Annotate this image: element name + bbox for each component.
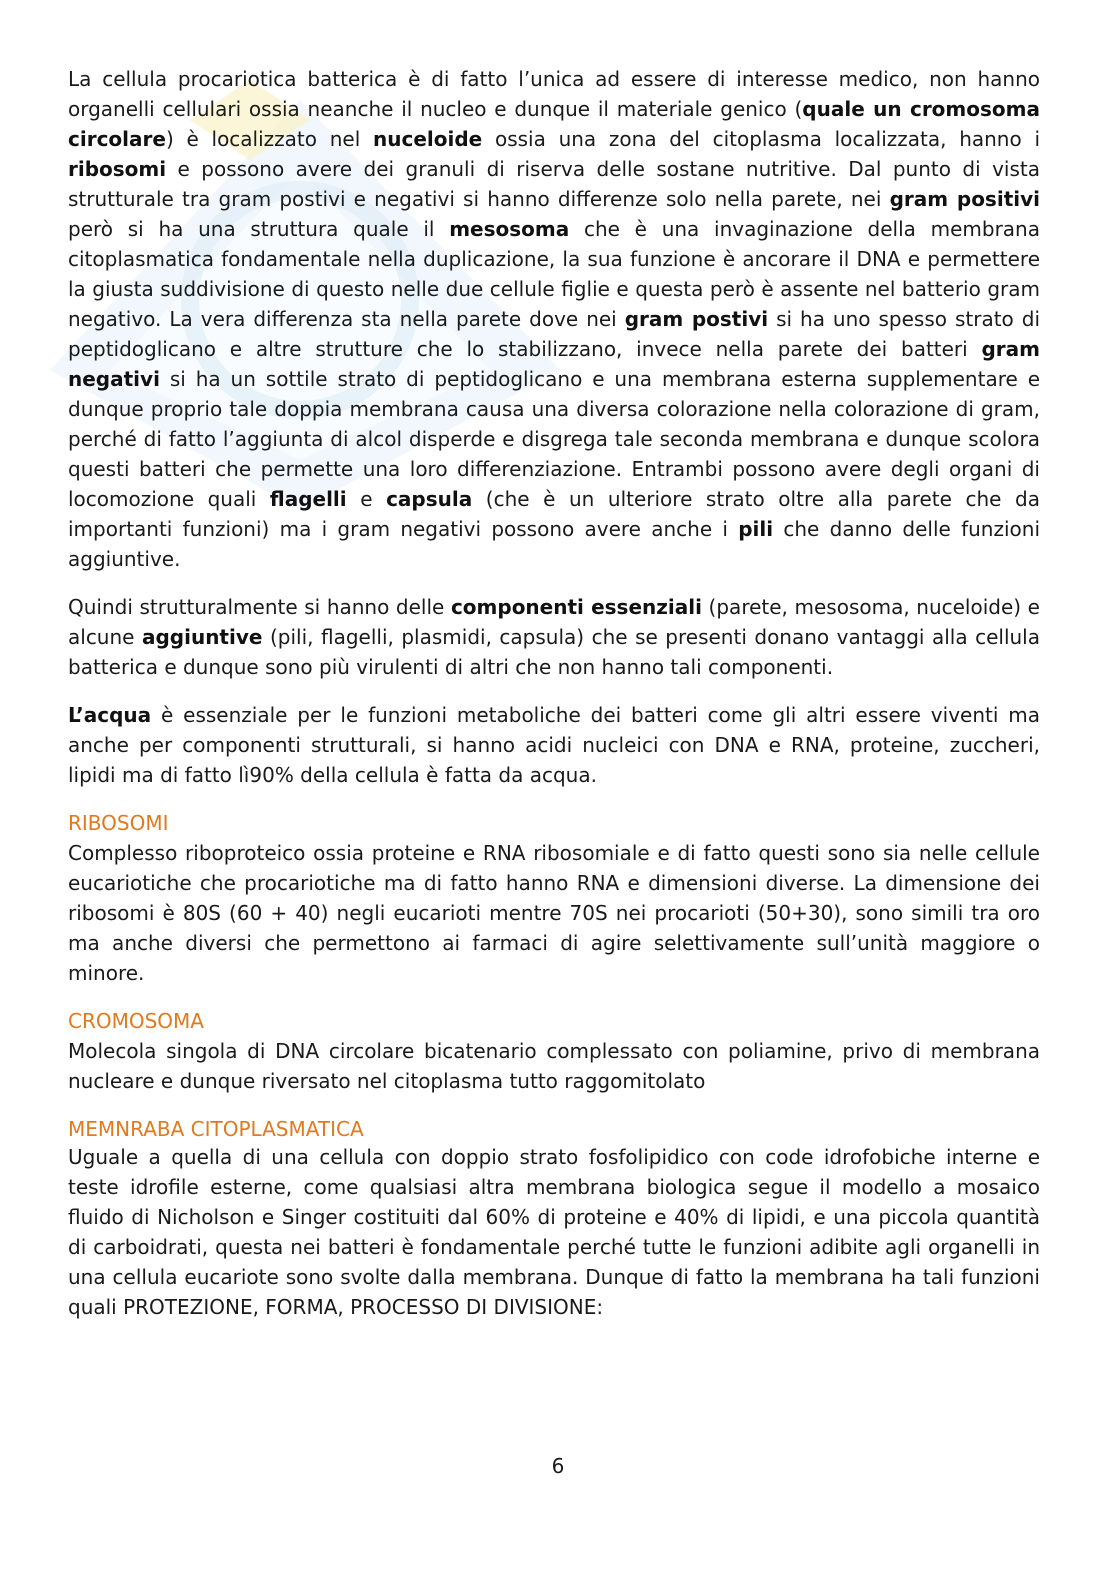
- section-heading: MEMNRABA CITOPLASMATICA: [68, 1117, 364, 1141]
- section-body: Molecola singola di DNA circolare bicatenario complessato con poliamine, privo di membrana nucleare e dunque riversato nel citoplasma tutto raggomitolato: [68, 1039, 1040, 1093]
- document-body: [68, 64, 1040, 1340]
- section-cromosoma: [68, 1006, 1040, 1096]
- page-number: 6: [551, 1454, 565, 1478]
- paragraph-1: La cellula procariotica batterica è di fatto l’unica ad essere di interesse medico, non hanno organelli cellulari ossia neanche il nucleo e dunque il materiale genico (quale un cromosoma circolare) è localizzato nel nuceloide ossia una zona del citoplasma localizzata, hanno i ribosomi e possono avere dei granuli di riserva delle sostane nutritive. Dal punto di vista strutturale tra gram postivi e negativi si hanno differenze solo nella parete, nei gram positivi però si ha una struttura quale il mesosoma che è una invaginazione della membrana citoplasmatica fondamentale nella duplicazione, la sua funzione è ancorare il DNA e permettere la giusta suddivisione di questo nelle due cellule figlie e questa però è assente nel batterio gram negativo. La vera differenza sta nella parete dove nei gram postivi si ha uno spesso strato di peptidoglicano e altre strutture che lo stabilizzano, invece nella parete dei batteri gram negativi si ha un sottile strato di peptidoglicano e una membrana esterna supplementare e dunque proprio tale doppia membrana causa una diversa colorazione nella colorazione di gram, perché di fatto l’aggiunta di alcol disperde e disgrega tale seconda membrana e dunque scolora questi batteri che permette una loro differenziazione. Entrambi possono avere degli organi di locomozione quali flagelli e capsula (che è un ulteriore strato oltre alla parete che da importanti funzioni) ma i gram negativi possono avere anche i pili che danno delle funzioni aggiuntive.: [68, 67, 1041, 571]
- paragraph-3: L’acqua è essenziale per le funzioni metaboliche dei batteri come gli altri essere viventi ma anche per componenti strutturali, si hanno acidi nucleici con DNA e RNA, proteine, zuccheri, lipidi ma di fatto lì90% della cellula è fatta da acqua.: [68, 703, 1040, 787]
- section-membrana: [68, 1114, 1040, 1322]
- section-heading: CROMOSOMA: [68, 1009, 204, 1033]
- section-heading: RIBOSOMI: [68, 811, 169, 835]
- section-ribosomi: [68, 808, 1040, 988]
- section-body: Complesso riboproteico ossia proteine e RNA ribosomiale e di fatto questi sono sia nelle cellule eucariotiche che procariotiche ma di fatto hanno RNA e dimensioni diverse. La dimensione dei ribosomi è 80S (60 + 40) negli eucarioti mentre 70S nei procarioti (50+30), sono simili tra oro ma anche diversi che permettono ai farmaci di agire selettivamente sull’unità maggiore o minore.: [68, 841, 1040, 985]
- paragraph-2: Quindi strutturalmente si hanno delle componenti essenziali (parete, mesosoma, nuceloide) e alcune aggiuntive (pili, flagelli, plasmidi, capsula) che se presenti donano vantaggi alla cellula batterica e dunque sono più virulenti di altri che non hanno tali componenti.: [68, 595, 1040, 679]
- section-body: Uguale a quella di una cellula con doppio strato fosfolipidico con code idrofobiche interne e teste idrofile esterne, come qualsiasi altra membrana biologica segue il modello a mosaico fluido di Nicholson e Singer costituiti dal 60% di proteine e 40% di lipidi, e una piccola quantità di carboidrati, questa nei batteri è fondamentale perché tutte le funzioni adibite agli organelli in una cellula eucariote sono svolte dalla membrana. Dunque di fatto la membrana ha tali funzioni quali PROTEZIONE, FORMA, PROCESSO DI DIVISIONE:: [68, 1145, 1040, 1319]
